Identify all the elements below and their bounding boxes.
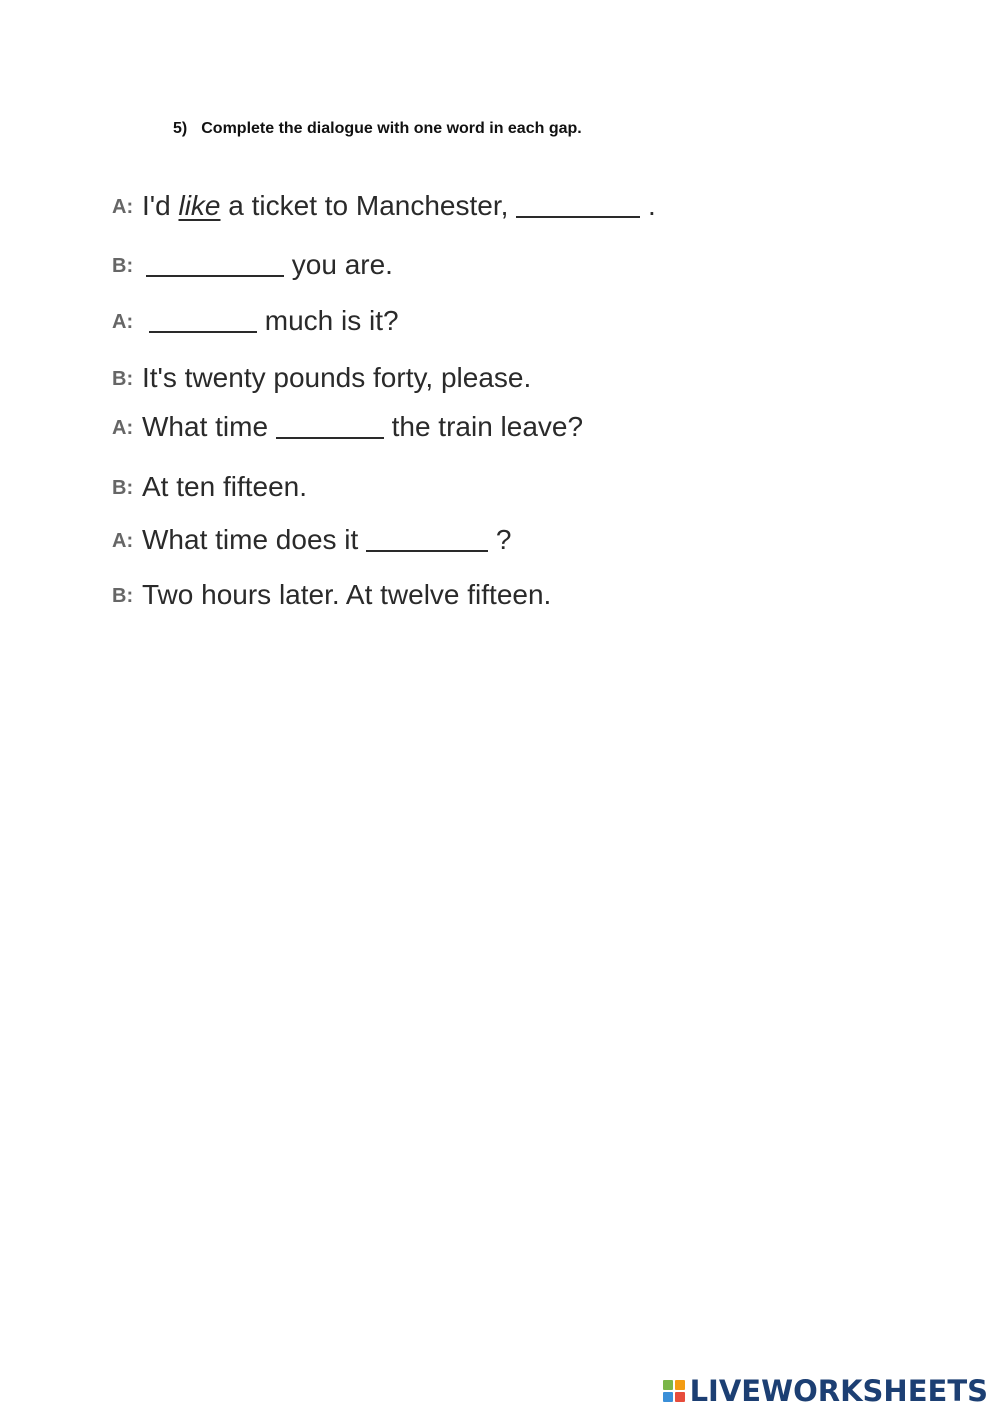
dialogue-text: the train leave?	[383, 411, 584, 442]
dialogue-text: What time	[142, 411, 276, 442]
example-answer: like	[178, 190, 221, 221]
dialogue-text: Two hours later. At twelve fifteen.	[142, 579, 552, 610]
dialogue-line-4	[112, 361, 531, 396]
dialogue-text: .	[640, 190, 656, 221]
speaker-label: A:	[112, 311, 134, 333]
dialogue-text: a ticket to Manchester,	[220, 190, 517, 221]
logo-text: LIVEWORKSHEETS	[689, 1374, 988, 1408]
dialogue-text: ?	[488, 524, 512, 555]
answer-gap-4[interactable]	[276, 411, 384, 439]
dialogue-text: you are.	[284, 249, 393, 280]
instruction	[173, 120, 582, 138]
instruction-text: Complete the dialogue with one word in each gap.	[201, 120, 582, 137]
dialogue-text: I'd	[142, 190, 179, 221]
speaker-label: B:	[112, 368, 134, 390]
speaker-label: B:	[112, 255, 134, 277]
liveworksheets-logo	[663, 1374, 988, 1408]
dialogue-text: much is it?	[257, 305, 399, 336]
speaker-label: A:	[112, 530, 134, 552]
answer-gap-5[interactable]	[366, 524, 488, 552]
dialogue-text: It's twenty pounds forty, please.	[142, 362, 532, 393]
logo-square	[675, 1392, 685, 1402]
speaker-label: A:	[112, 196, 134, 218]
answer-gap-2[interactable]	[146, 249, 284, 277]
dialogue-line-5	[112, 410, 583, 445]
logo-square	[663, 1392, 673, 1402]
answer-gap-3[interactable]	[149, 305, 257, 333]
answer-gap-1[interactable]	[516, 190, 640, 218]
dialogue-line-1	[112, 189, 656, 224]
dialogue-line-3	[112, 304, 399, 339]
logo-square	[663, 1380, 673, 1390]
instruction-number: 5)	[173, 120, 188, 137]
dialogue-line-6	[112, 470, 307, 505]
logo-grid-icon	[663, 1380, 685, 1402]
dialogue-line-7	[112, 523, 511, 558]
speaker-label: B:	[112, 585, 134, 607]
speaker-label: B:	[112, 477, 134, 499]
dialogue-line-2	[112, 248, 393, 283]
dialogue-text: What time does it	[142, 524, 367, 555]
dialogue-line-8	[112, 578, 551, 613]
speaker-label: A:	[112, 417, 134, 439]
dialogue-text: At ten fifteen.	[142, 471, 307, 502]
logo-square	[675, 1380, 685, 1390]
